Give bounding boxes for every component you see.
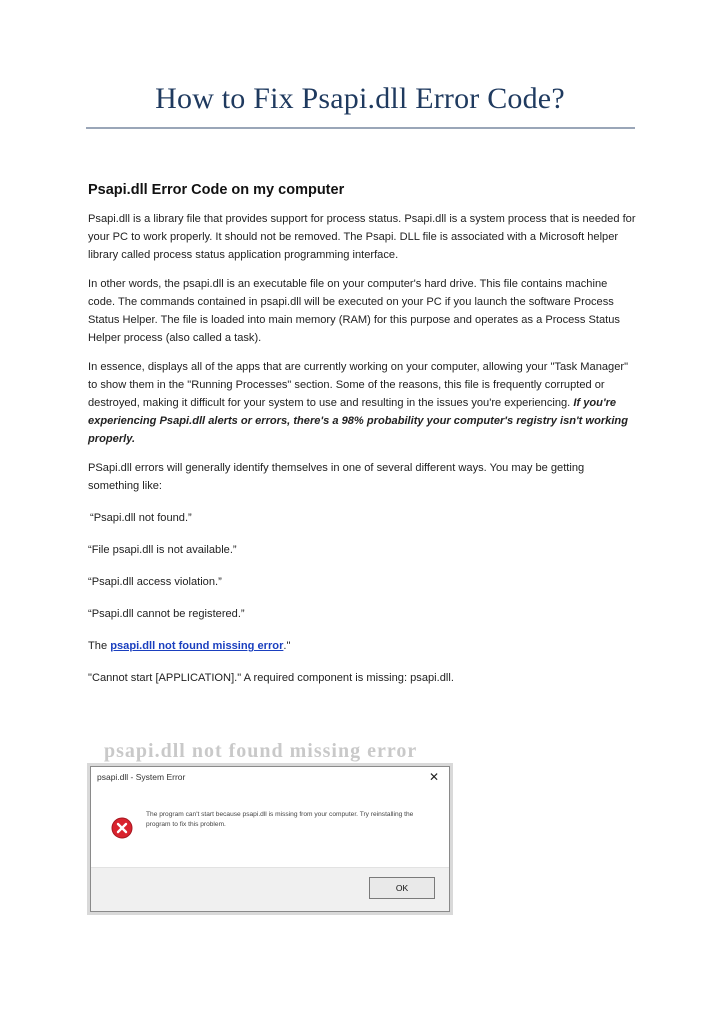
image-caption: psapi.dll not found missing error	[104, 740, 418, 762]
section-heading: Psapi.dll Error Code on my computer	[88, 182, 345, 198]
paragraph-1: Psapi.dll is a library file that provides support for process status. Psapi.dll is a system process that is needed for your PC to work properly. It should not be removed. The Psapi. DLL file is associated with a Microsoft helper library called process status application programming interface.	[88, 213, 636, 261]
link-line	[88, 637, 636, 655]
paragraph-2: In other words, the psapi.dll is an executable file on your computer's hard drive. This file contains machine code. The commands contained in psapi.dll will be executed on your PC if you launch the software Process Status Helper. The file is loaded into main memory (RAM) for this purpose and operates as a Process Status Helper process (also called a task).	[88, 278, 620, 344]
dialog-title: psapi.dll - System Error	[97, 772, 186, 782]
quote-item: “Psapi.dll access violation.”	[88, 576, 222, 588]
error-icon	[111, 817, 133, 839]
paragraph-3-text: In essence, displays all of the apps that are currently working on your computer, allowing your "Task Manager" to show them in the "Running Processes" section. Some of the reasons, this file is frequently corrupted or destroyed, making it difficult for your system to use and resulting in the issues you're experiencing.	[88, 361, 629, 409]
quote-item: “File psapi.dll is not available.”	[88, 544, 237, 556]
article-body	[88, 182, 636, 701]
paragraph-4: PSapi.dll errors will generally identify themselves in one of several different ways. You may be getting something like:	[88, 462, 585, 492]
page-title: How to Fix Psapi.dll Error Code?	[155, 82, 565, 115]
dialog-message: The program can't start because psapi.dll is missing from your computer. Try reinstalling the program to fix this problem.	[146, 811, 414, 828]
link-suffix: ."	[283, 640, 291, 652]
quote-item: “Psapi.dll cannot be registered.”	[88, 608, 245, 620]
paragraph-3	[88, 358, 636, 448]
paragraph-3-emphasis: If you're experiencing Psapi.dll alerts or errors, there's a 98% probability your computer's registry isn't working properly.	[88, 397, 628, 445]
error-dialog	[90, 766, 450, 912]
last-line: "Cannot start [APPLICATION]." A required component is missing: psapi.dll.	[88, 672, 454, 684]
quote-item: “Psapi.dll not found.”	[90, 512, 192, 524]
ok-button[interactable]: OK	[369, 877, 435, 899]
missing-error-link[interactable]: psapi.dll not found missing error	[110, 640, 284, 652]
dialog-footer	[91, 867, 449, 911]
close-icon[interactable]: ✕	[428, 770, 439, 784]
link-prefix: The	[88, 640, 111, 652]
title-divider	[86, 127, 635, 129]
